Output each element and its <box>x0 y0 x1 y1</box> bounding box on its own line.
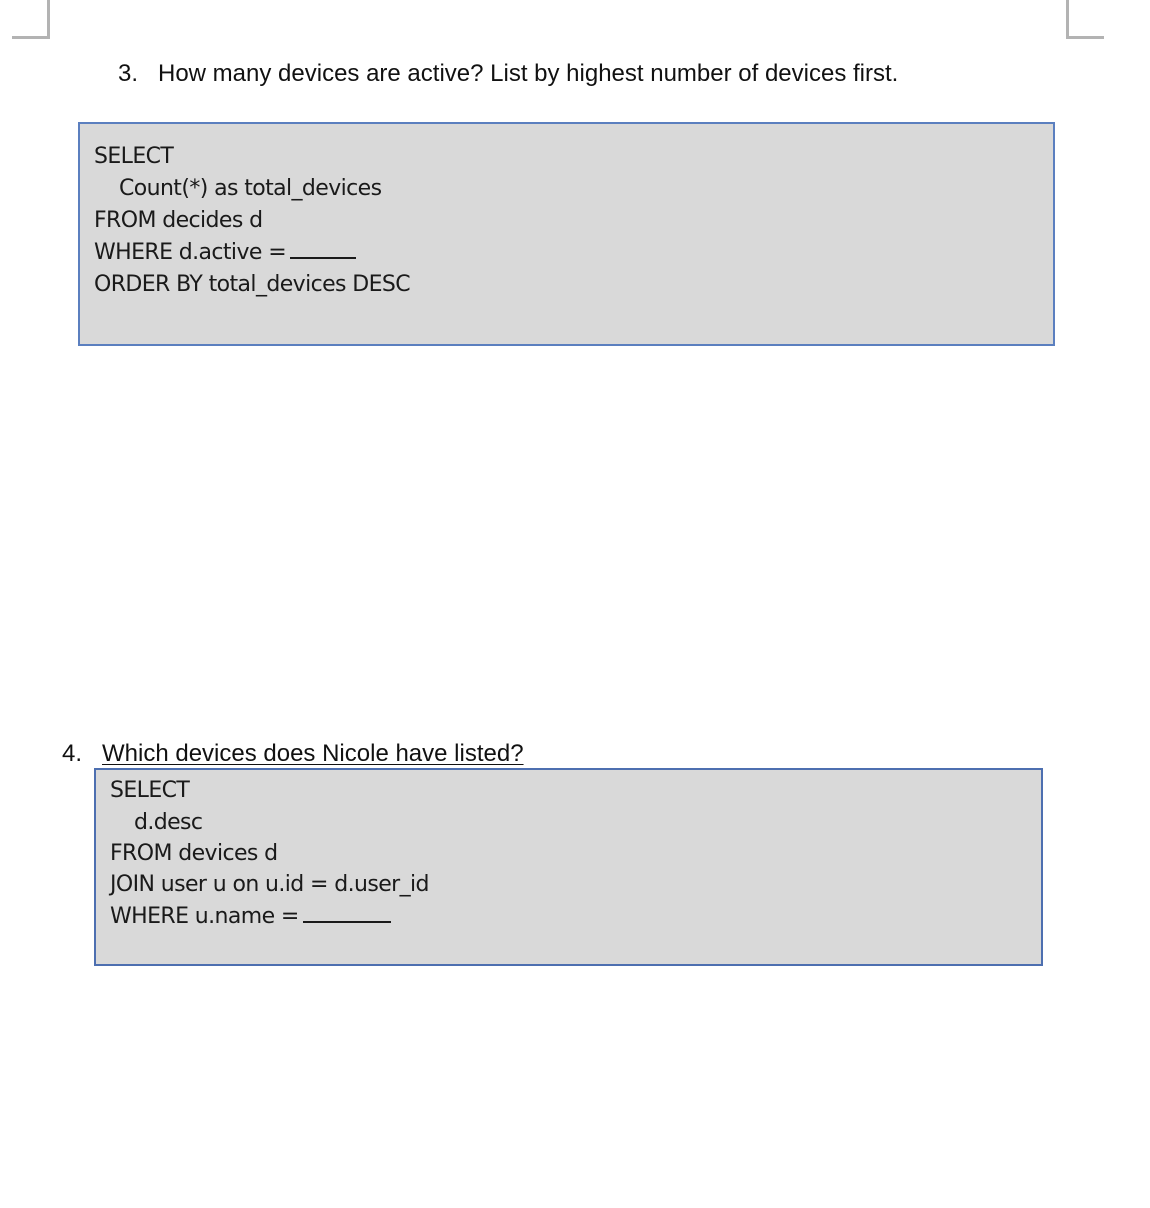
answer-blank[interactable] <box>290 239 356 259</box>
question-4 <box>62 740 524 768</box>
question-3-text: How many devices are active? List by highest number of devices first. <box>158 60 899 87</box>
code-line-column: d.desc <box>134 810 203 835</box>
code-line-where <box>94 237 356 269</box>
code-line-select: SELECT <box>94 144 174 169</box>
question-3 <box>118 60 898 88</box>
page-corner-mark-top-left <box>12 0 50 39</box>
code-line-from: FROM devices d <box>110 841 278 866</box>
question-4-number: 4. <box>62 740 83 767</box>
code-where-text: WHERE d.active = <box>94 240 287 265</box>
code-line-count: Count(*) as total_devices <box>119 176 382 201</box>
question-3-code-box <box>78 122 1055 346</box>
page-corner-mark-top-right <box>1066 0 1104 39</box>
code-line-from: FROM decides d <box>94 208 263 233</box>
code-line-where <box>110 901 391 933</box>
question-3-number: 3. <box>118 60 139 87</box>
code-line-select: SELECT <box>110 778 190 803</box>
code-line-order: ORDER BY total_devices DESC <box>94 272 411 297</box>
question-4-code-box <box>94 768 1043 966</box>
code-line-join: JOIN user u on u.id = d.user_id <box>110 872 429 897</box>
answer-blank[interactable] <box>303 903 391 923</box>
question-4-text: Which devices does Nicole have listed? <box>102 740 524 767</box>
code-where-text: WHERE u.name = <box>110 904 299 929</box>
